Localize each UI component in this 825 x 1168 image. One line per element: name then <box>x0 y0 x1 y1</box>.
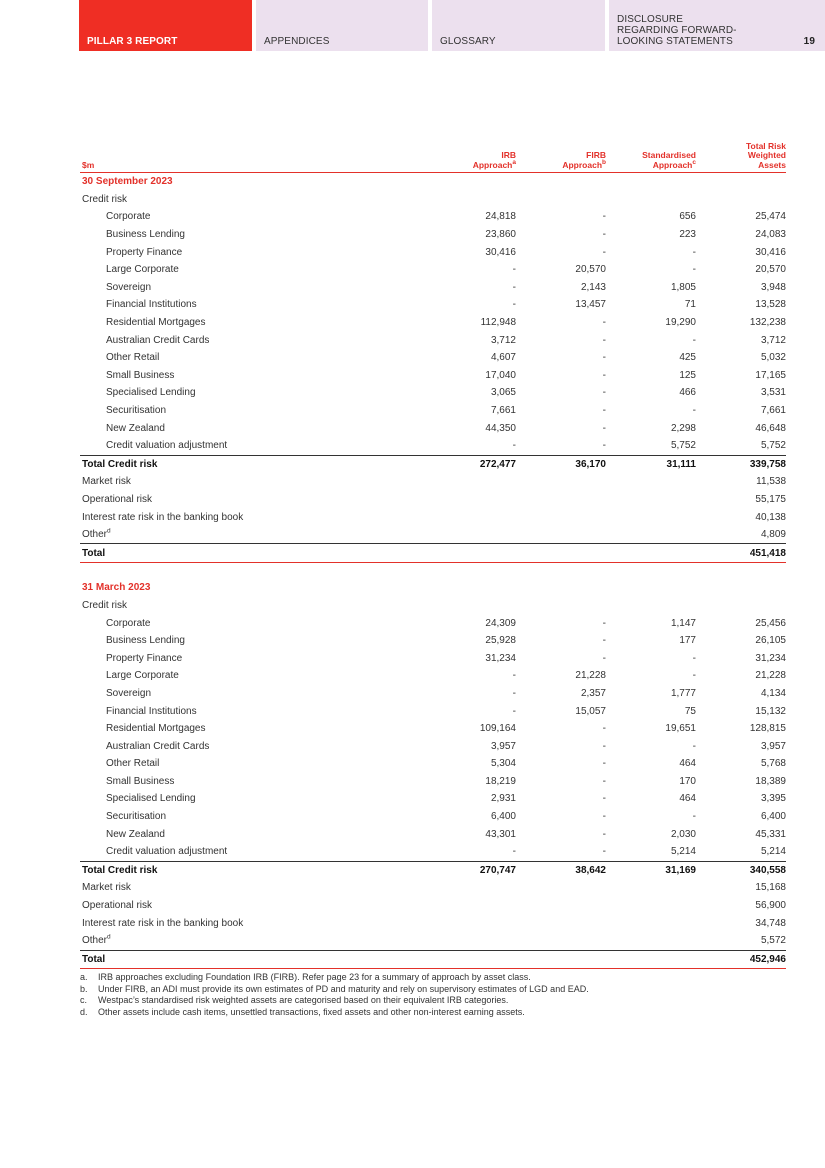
table-row <box>80 437 786 455</box>
cell-std: 223 <box>679 229 696 241</box>
header-standardised: Standardised Approach$^c$ <box>606 138 696 173</box>
cell-total: 452,946 <box>696 950 786 969</box>
cell-total: 30,416 <box>755 246 786 258</box>
cell-firb: - <box>602 758 606 770</box>
cell-std: - <box>692 405 696 417</box>
row-label: Credit valuation adjustment <box>106 846 228 858</box>
cell-std: 71 <box>684 299 696 311</box>
cell-irb: 23,860 <box>485 229 516 241</box>
table-row <box>80 932 786 950</box>
table-row <box>80 950 786 969</box>
cell-std <box>606 597 696 615</box>
cell-total: 26,105 <box>755 635 786 647</box>
row-label: Securitisation <box>106 405 167 417</box>
row-label: Operational risk <box>82 493 153 505</box>
cell-std: 5,214 <box>670 846 696 858</box>
section-header-row <box>80 173 786 191</box>
cell-std <box>606 914 696 932</box>
cell-irb: 112,948 <box>480 317 516 329</box>
cell-firb: 2,357 <box>580 687 606 699</box>
table-row <box>80 544 786 563</box>
table-row <box>80 597 786 615</box>
row-label: Sovereign <box>106 687 152 699</box>
cell-std <box>606 544 696 563</box>
cell-total: 6,400 <box>760 811 786 823</box>
cell-std <box>606 950 696 969</box>
cell-irb: 31,234 <box>485 652 516 664</box>
cell-std: - <box>692 264 696 276</box>
cell-firb: 13,457 <box>575 299 606 311</box>
cell-firb: - <box>602 246 606 258</box>
cell-total: 5,032 <box>760 352 786 364</box>
cell-total <box>696 173 786 191</box>
cell-irb <box>426 579 516 597</box>
section-header-row <box>80 579 786 597</box>
cell-irb: 18,219 <box>485 775 516 787</box>
row-label: New Zealand <box>106 422 165 434</box>
cell-irb: 272,477 <box>426 455 516 473</box>
cell-firb: - <box>602 723 606 735</box>
row-label: Small Business <box>106 369 175 381</box>
cell-firb: - <box>602 617 606 629</box>
table-row <box>80 349 786 367</box>
top-navigation <box>79 0 825 51</box>
table-row <box>80 720 786 738</box>
cell-firb <box>516 950 606 969</box>
tab-appendices[interactable] <box>256 0 428 51</box>
cell-std <box>606 173 696 191</box>
cell-irb <box>426 950 516 969</box>
cell-irb: 24,309 <box>485 617 516 629</box>
cell-irb <box>426 508 516 526</box>
tab-glossary[interactable] <box>432 0 605 51</box>
cell-std: 466 <box>679 387 696 399</box>
cell-firb: - <box>602 793 606 805</box>
row-label: Other$^d$ <box>82 527 111 541</box>
cell-irb: - <box>512 670 516 682</box>
table-row <box>80 808 786 826</box>
cell-irb: - <box>512 440 516 452</box>
row-label: Specialised Lending <box>106 793 196 805</box>
rwa-table <box>80 138 786 969</box>
table-row <box>80 861 786 879</box>
cell-irb <box>426 473 516 491</box>
table-row <box>80 879 786 897</box>
cell-total: 7,661 <box>760 405 786 417</box>
footnote <box>80 1007 589 1019</box>
header-total-rwa: Total Risk Weighted Assets <box>696 138 786 173</box>
cell-std <box>606 491 696 509</box>
cell-irb <box>426 879 516 897</box>
row-label: Property Finance <box>106 246 183 258</box>
cell-total: 40,138 <box>755 511 786 523</box>
tab-disclosure-forward-looking[interactable] <box>609 0 825 51</box>
cell-total: 3,395 <box>760 793 786 805</box>
cell-std <box>606 526 696 544</box>
table-row <box>80 191 786 209</box>
cell-std: 125 <box>679 369 696 381</box>
cell-std <box>606 508 696 526</box>
cell-firb: 36,170 <box>516 455 606 473</box>
cell-total: 55,175 <box>755 493 786 505</box>
table-row <box>80 843 786 861</box>
cell-std: 464 <box>679 793 696 805</box>
row-label: Credit risk <box>82 193 128 205</box>
row-label: 30 September 2023 <box>82 176 173 188</box>
cell-std: - <box>692 652 696 664</box>
cell-total: 18,389 <box>755 775 786 787</box>
header-units: $m <box>80 138 426 173</box>
cell-total: 340,558 <box>696 861 786 879</box>
cell-total: 34,748 <box>755 917 786 929</box>
table-row <box>80 825 786 843</box>
cell-firb <box>516 473 606 491</box>
cell-irb <box>426 173 516 191</box>
cell-firb: - <box>602 775 606 787</box>
table-row <box>80 226 786 244</box>
row-label: Residential Mortgages <box>106 317 206 329</box>
row-label: Market risk <box>82 882 131 894</box>
cell-firb <box>516 191 606 209</box>
cell-firb <box>516 932 606 950</box>
cell-std <box>606 897 696 915</box>
row-label: Interest rate risk in the banking book <box>82 917 244 929</box>
row-label: Credit valuation adjustment <box>106 440 228 452</box>
cell-std: 5,752 <box>670 440 696 452</box>
footnote-text: Other assets include cash items, unsettled transactions, fixed assets and other non-interest earning assets. <box>98 1006 525 1017</box>
cell-std: - <box>692 334 696 346</box>
cell-firb: - <box>602 352 606 364</box>
cell-irb: - <box>512 705 516 717</box>
table-row <box>80 314 786 332</box>
row-label: Total Credit risk <box>80 455 426 473</box>
footnote-text: IRB approaches excluding Foundation IRB (FIRB). Refer page 23 for a summary of approach by asset class. <box>98 972 531 982</box>
table-row <box>80 419 786 437</box>
table-row <box>80 737 786 755</box>
cell-std: - <box>692 670 696 682</box>
cell-irb: - <box>512 299 516 311</box>
cell-firb <box>516 897 606 915</box>
footnote-marker: c. <box>80 995 88 1005</box>
cell-total: 13,528 <box>755 299 786 311</box>
table-row <box>80 685 786 703</box>
cell-firb <box>516 491 606 509</box>
cell-total: 3,948 <box>760 281 786 293</box>
cell-firb: 2,143 <box>580 281 606 293</box>
cell-firb: - <box>602 635 606 647</box>
row-label: Business Lending <box>106 229 185 241</box>
table-row <box>80 755 786 773</box>
cell-total: 132,238 <box>749 317 786 329</box>
cell-total: 46,648 <box>755 422 786 434</box>
spacer-cell <box>80 563 786 580</box>
table-row <box>80 790 786 808</box>
table-row <box>80 367 786 385</box>
cell-firb: - <box>602 422 606 434</box>
table-row <box>80 208 786 226</box>
cell-firb <box>516 544 606 563</box>
cell-std: 75 <box>684 705 696 717</box>
cell-irb: - <box>512 846 516 858</box>
cell-irb: 25,928 <box>485 635 516 647</box>
cell-irb: - <box>512 264 516 276</box>
cell-firb: 21,228 <box>575 670 606 682</box>
row-label: Credit risk <box>82 599 128 611</box>
cell-total: 3,531 <box>760 387 786 399</box>
row-label: Other Retail <box>106 352 160 364</box>
row-label: Sovereign <box>106 281 152 293</box>
cell-firb <box>516 173 606 191</box>
cell-irb: 109,164 <box>479 723 516 735</box>
row-label: Corporate <box>106 617 151 629</box>
cell-total: 24,083 <box>755 229 786 241</box>
cell-total: 45,331 <box>755 828 786 840</box>
rwa-table-container <box>80 138 786 969</box>
cell-total: 4,134 <box>760 687 786 699</box>
cell-total: 5,768 <box>760 758 786 770</box>
cell-total: 3,712 <box>760 334 786 346</box>
cell-firb: 20,570 <box>575 264 606 276</box>
cell-irb: 17,040 <box>485 369 516 381</box>
cell-irb: 3,712 <box>490 334 516 346</box>
table-row <box>80 296 786 314</box>
row-label: Australian Credit Cards <box>106 740 210 752</box>
cell-total: 5,752 <box>760 440 786 452</box>
footnotes <box>80 972 589 1018</box>
cell-std <box>606 879 696 897</box>
table-row <box>80 261 786 279</box>
row-label: Property Finance <box>106 652 183 664</box>
cell-irb <box>426 597 516 615</box>
cell-irb: 3,065 <box>490 387 516 399</box>
cell-std: 31,169 <box>606 861 696 879</box>
cell-std: - <box>692 811 696 823</box>
cell-firb: - <box>602 828 606 840</box>
table-row <box>80 702 786 720</box>
cell-irb: 44,350 <box>485 422 516 434</box>
cell-irb: 270,747 <box>426 861 516 879</box>
cell-irb: 30,416 <box>485 246 516 258</box>
cell-irb <box>426 191 516 209</box>
page-number: 19 <box>803 36 815 47</box>
cell-total: 15,168 <box>755 882 786 894</box>
cell-irb <box>426 491 516 509</box>
row-label: Total <box>80 950 426 969</box>
row-label: Financial Institutions <box>106 705 197 717</box>
table-row <box>80 526 786 544</box>
cell-total: 5,214 <box>760 846 786 858</box>
cell-firb <box>516 914 606 932</box>
cell-irb <box>426 897 516 915</box>
cell-irb: 24,818 <box>485 211 516 223</box>
cell-std: 19,290 <box>665 317 696 329</box>
cell-firb: 38,642 <box>516 861 606 879</box>
row-label: Total Credit risk <box>80 861 426 879</box>
cell-irb: - <box>512 687 516 699</box>
cell-firb: - <box>602 369 606 381</box>
cell-std: 170 <box>679 775 696 787</box>
cell-irb: 7,661 <box>490 405 516 417</box>
cell-std: - <box>692 740 696 752</box>
row-label: Large Corporate <box>106 264 179 276</box>
table-body <box>80 173 786 969</box>
cell-total: 25,456 <box>755 617 786 629</box>
cell-total: 17,165 <box>755 369 786 381</box>
row-label: Total <box>80 544 426 563</box>
cell-total: 25,474 <box>755 211 786 223</box>
cell-firb <box>516 879 606 897</box>
cell-irb: 6,400 <box>490 811 516 823</box>
cell-firb: - <box>602 317 606 329</box>
table-row <box>80 491 786 509</box>
cell-std: 1,805 <box>670 281 696 293</box>
cell-irb <box>426 932 516 950</box>
cell-std: 31,111 <box>606 455 696 473</box>
cell-irb: 3,957 <box>490 740 516 752</box>
row-label: Financial Institutions <box>106 299 197 311</box>
cell-firb: - <box>602 440 606 452</box>
cell-irb: - <box>512 281 516 293</box>
cell-firb: - <box>602 334 606 346</box>
cell-total: 20,570 <box>755 264 786 276</box>
row-label: 31 March 2023 <box>82 582 151 594</box>
tab-label: APPENDICES <box>264 36 330 47</box>
cell-std <box>606 932 696 950</box>
cell-irb: 4,607 <box>490 352 516 364</box>
header-irb: IRB Approach$^a$ <box>426 138 516 173</box>
table-row <box>80 402 786 420</box>
footnote-marker: d. <box>80 1006 88 1017</box>
cell-irb: 43,301 <box>485 828 516 840</box>
cell-total: 4,809 <box>760 529 786 541</box>
cell-firb: - <box>602 811 606 823</box>
cell-total: 31,234 <box>755 652 786 664</box>
row-label: Market risk <box>82 476 131 488</box>
tab-label: DISCLOSURE REGARDING FORWARD- LOOKING STATEMENTS <box>617 14 737 47</box>
table-row <box>80 243 786 261</box>
cell-total: 11,538 <box>756 476 786 488</box>
row-label: Australian Credit Cards <box>106 334 210 346</box>
header-firb: FIRB Approach$^b$ <box>516 138 606 173</box>
cell-firb: - <box>602 387 606 399</box>
row-label: Small Business <box>106 775 175 787</box>
cell-std: 2,030 <box>670 828 696 840</box>
cell-firb <box>516 597 606 615</box>
cell-total <box>696 597 786 615</box>
row-label: Corporate <box>106 211 151 223</box>
row-label: Residential Mortgages <box>106 723 206 735</box>
cell-firb <box>516 579 606 597</box>
cell-std <box>606 579 696 597</box>
row-label: Interest rate risk in the banking book <box>82 511 244 523</box>
row-label: Securitisation <box>106 811 167 823</box>
table-row <box>80 773 786 791</box>
footnote <box>80 972 589 984</box>
footnote-text: Under FIRB, an ADI must provide its own estimates of PD and maturity and rely on supervisory estimates of LGD and EAD. <box>98 983 589 994</box>
cell-firb <box>516 526 606 544</box>
cell-total <box>696 579 786 597</box>
cell-total: 56,900 <box>755 900 786 912</box>
tab-label: GLOSSARY <box>440 36 496 47</box>
cell-irb: 2,931 <box>490 793 516 805</box>
cell-firb: - <box>602 405 606 417</box>
cell-irb <box>426 526 516 544</box>
table-row <box>80 384 786 402</box>
cell-total: 5,572 <box>760 935 786 947</box>
row-label: Large Corporate <box>106 670 179 682</box>
table-row <box>80 614 786 632</box>
row-label: Operational risk <box>82 900 153 912</box>
cell-std <box>606 191 696 209</box>
footnote-marker: b. <box>80 983 88 994</box>
cell-firb: - <box>602 229 606 241</box>
cell-firb <box>516 508 606 526</box>
cell-firb: - <box>602 846 606 858</box>
row-label: New Zealand <box>106 828 165 840</box>
cell-firb: - <box>602 211 606 223</box>
table-row <box>80 632 786 650</box>
cell-std: 2,298 <box>670 422 696 434</box>
cell-total: 3,957 <box>760 740 786 752</box>
tab-label: PILLAR 3 REPORT <box>87 36 178 47</box>
cell-std: 177 <box>679 635 696 647</box>
table-row <box>80 649 786 667</box>
table-row <box>80 508 786 526</box>
footnote-text: Westpac’s standardised risk weighted assets are categorised based on their equivalent IRB categories. <box>98 995 509 1005</box>
cell-firb: 15,057 <box>575 705 606 717</box>
table-row <box>80 455 786 473</box>
cell-std: 425 <box>679 352 696 364</box>
footnote <box>80 984 589 996</box>
cell-total: 339,758 <box>696 455 786 473</box>
table-row <box>80 473 786 491</box>
cell-irb <box>426 914 516 932</box>
row-label: Other Retail <box>106 758 160 770</box>
cell-std: 19,651 <box>665 723 696 735</box>
row-label: Business Lending <box>106 635 185 647</box>
cell-firb: - <box>602 652 606 664</box>
cell-irb <box>426 544 516 563</box>
table-row <box>80 914 786 932</box>
cell-total: 128,815 <box>749 723 786 735</box>
spacer-row <box>80 563 786 580</box>
cell-total: 21,228 <box>755 670 786 682</box>
table-row <box>80 331 786 349</box>
cell-total: 451,418 <box>696 544 786 563</box>
cell-std: 1,147 <box>670 617 696 629</box>
table-row <box>80 667 786 685</box>
footnote <box>80 995 589 1007</box>
table-header-row <box>80 138 786 173</box>
table-row <box>80 279 786 297</box>
cell-std <box>606 473 696 491</box>
cell-total <box>696 191 786 209</box>
cell-firb: - <box>602 740 606 752</box>
tab-pillar-3-report[interactable] <box>79 0 252 51</box>
cell-std: 656 <box>679 211 696 223</box>
row-label: Other$^d$ <box>82 933 111 947</box>
cell-std: - <box>692 246 696 258</box>
cell-std: 464 <box>679 758 696 770</box>
row-label: Specialised Lending <box>106 387 196 399</box>
cell-irb: 5,304 <box>490 758 516 770</box>
footnote-marker: a. <box>80 972 88 982</box>
table-row <box>80 897 786 915</box>
cell-total: 15,132 <box>755 705 786 717</box>
cell-std: 1,777 <box>670 687 696 699</box>
